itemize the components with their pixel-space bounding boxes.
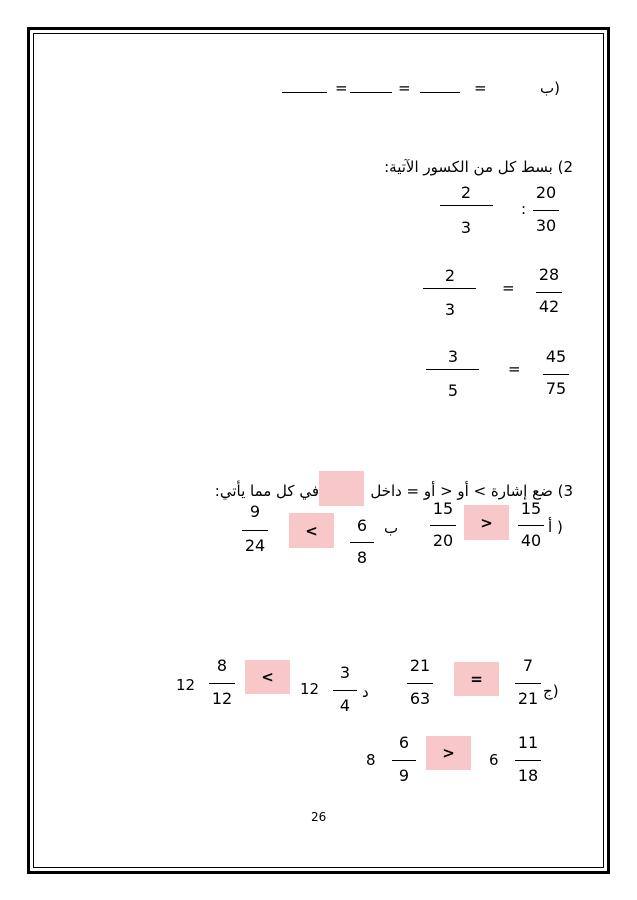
page-number: 26 (311, 810, 327, 824)
question-2-title: 2) بسط كل من الكسور الآتية: (384, 158, 573, 176)
whole-number: 6 (489, 751, 499, 769)
answer-fraction-bar (426, 369, 479, 370)
fraction-numerator: 9 (249, 502, 261, 521)
part-a-label: أ ) (548, 518, 563, 536)
separator: : (521, 200, 527, 218)
fraction-bar (543, 374, 569, 375)
comparison-sign-box[interactable]: > (426, 736, 471, 770)
fraction-numerator: 28 (538, 265, 560, 284)
fraction-numerator: 45 (545, 347, 567, 366)
answer-blank (350, 92, 392, 93)
equals-sign: = (474, 79, 487, 97)
fraction-numerator: 11 (517, 733, 539, 752)
answer-blank (282, 92, 327, 93)
whole-number: 8 (366, 751, 376, 769)
fraction-denominator: 24 (244, 536, 266, 555)
fraction-numerator: 8 (216, 656, 228, 675)
part-c-label: ج) (543, 682, 559, 700)
answer-denominator: 3 (444, 300, 456, 319)
answer-denominator: 3 (460, 218, 472, 237)
fraction-numerator: 3 (339, 663, 351, 682)
comparison-sign-box[interactable]: > (464, 505, 509, 540)
answer-fraction-bar (423, 288, 476, 289)
answer-blank (420, 92, 460, 93)
fraction-denominator: 20 (432, 531, 454, 550)
fraction-denominator: 75 (545, 379, 567, 398)
comparison-sign-box[interactable]: = (454, 662, 499, 696)
fraction-bar (536, 292, 562, 293)
fraction-bar (392, 760, 416, 761)
fraction-denominator: 21 (517, 689, 539, 708)
answer-numerator: 2 (444, 266, 456, 285)
question-3-title: 3) ضع إشارة > أو < أو = داخل (370, 482, 573, 500)
fraction-denominator: 18 (517, 766, 539, 785)
fraction-numerator: 20 (535, 183, 557, 202)
equals-sign: = (502, 279, 515, 297)
fraction-numerator: 15 (432, 499, 454, 518)
equals-sign: = (508, 360, 521, 378)
fraction-denominator: 30 (535, 216, 557, 235)
fraction-numerator: 15 (520, 499, 542, 518)
fraction-bar (242, 530, 268, 531)
fraction-denominator: 4 (339, 696, 351, 715)
fraction-numerator: 6 (356, 516, 368, 535)
fraction-denominator: 42 (538, 297, 560, 316)
fraction-bar (333, 690, 357, 691)
equals-sign: = (335, 79, 348, 97)
fraction-numerator: 7 (522, 656, 534, 675)
fraction-bar (350, 542, 374, 543)
whole-number: 12 (300, 680, 320, 698)
fraction-bar (209, 683, 235, 684)
fraction-numerator: 21 (409, 656, 431, 675)
equals-sign: = (398, 79, 411, 97)
fraction-denominator: 9 (398, 766, 410, 785)
fraction-numerator: 6 (398, 733, 410, 752)
part-b-label: ب (384, 519, 399, 537)
question-3-title-end: في كل مما يأتي: (214, 482, 319, 500)
fraction-bar (533, 210, 559, 211)
part-d-label: د (362, 683, 369, 701)
fraction-bar (430, 525, 456, 526)
fraction-denominator: 63 (409, 689, 431, 708)
answer-numerator: 2 (460, 183, 472, 202)
whole-number: 12 (176, 676, 196, 694)
answer-numerator: 3 (447, 347, 459, 366)
fraction-denominator: 8 (356, 548, 368, 567)
answer-denominator: 5 (447, 381, 459, 400)
fraction-bar (518, 525, 544, 526)
fraction-bar (515, 760, 541, 761)
fraction-bar (515, 683, 541, 684)
sign-box-sample (319, 471, 364, 506)
part-b-label: ب) (540, 79, 560, 97)
fraction-denominator: 12 (211, 689, 233, 708)
fraction-denominator: 40 (520, 531, 542, 550)
answer-fraction-bar (440, 205, 493, 206)
comparison-sign-box[interactable]: < (245, 660, 290, 694)
comparison-sign-box[interactable]: < (289, 513, 334, 548)
fraction-bar (407, 683, 433, 684)
